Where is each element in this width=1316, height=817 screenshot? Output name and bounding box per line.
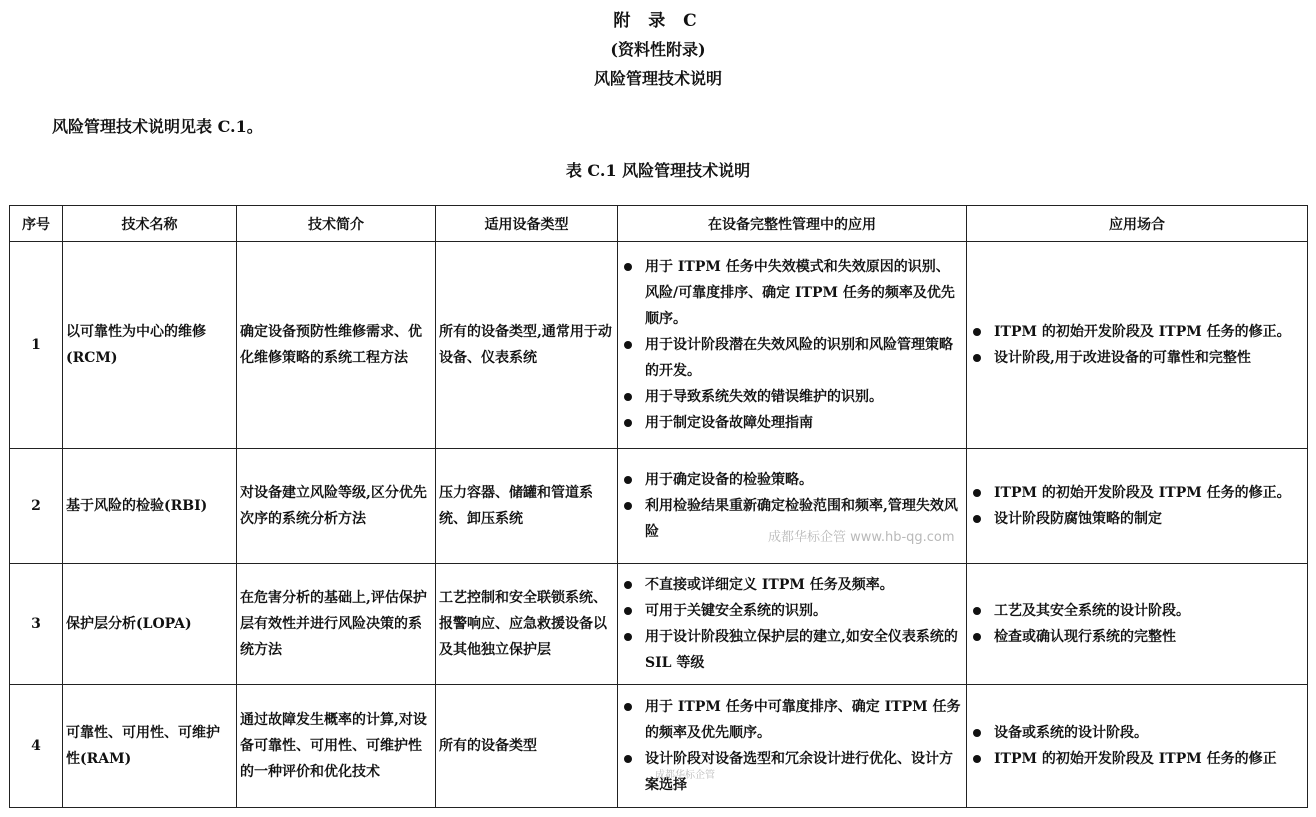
application-item: 用于设计阶段潜在失效风险的识别和风险管理策略的开发。 <box>621 332 963 384</box>
equipment-type: 工艺控制和安全联锁系统、报警响应、应急救援设备以及其他独立保护层 <box>436 564 618 685</box>
bullet-icon <box>973 515 981 523</box>
application-item: 不直接或详细定义 ITPM 任务及频率。 <box>621 572 963 598</box>
scenario-cell <box>967 242 1308 449</box>
table-row <box>10 685 1308 808</box>
application-item: 用于制定设备故障处理指南 <box>621 410 963 436</box>
application-cell <box>618 242 967 449</box>
table-header-row <box>10 206 1308 242</box>
bullet-icon <box>973 755 981 763</box>
scenario-item: 设计阶段,用于改进设备的可靠性和完整性 <box>970 345 1304 371</box>
equipment-type: 所有的设备类型,通常用于动设备、仪表系统 <box>436 242 618 449</box>
row-number: 3 <box>10 564 63 685</box>
technique-intro: 通过故障发生概率的计算,对设备可靠性、可用性、可维护性的一种评价和优化技术 <box>237 685 436 808</box>
application-cell <box>618 685 967 808</box>
bullet-icon <box>624 581 632 589</box>
header-intro: 技术简介 <box>237 206 436 242</box>
bullet-icon <box>624 755 632 763</box>
watermark: 成都华标企管 www.hb-qg.com <box>768 530 955 545</box>
application-item: 可用于关键安全系统的识别。 <box>621 598 963 624</box>
equipment-type: 压力容器、储罐和管道系统、卸压系统 <box>436 449 618 564</box>
risk-technique-table <box>9 205 1308 808</box>
annex-subject: 风险管理技术说明 <box>593 69 722 88</box>
bullet-icon <box>624 633 632 641</box>
annex-title: 附 录 C <box>613 11 703 31</box>
watermark: 成都华标企管 <box>655 770 715 781</box>
application-cell <box>618 449 967 564</box>
bullet-icon <box>624 393 632 401</box>
row-number: 2 <box>10 449 63 564</box>
technique-name: 保护层分析(LOPA) <box>63 564 237 685</box>
table-caption: 表 C.1 风险管理技术说明 <box>565 161 751 180</box>
application-item: 用于确定设备的检验策略。 <box>621 467 963 493</box>
technique-name: 以可靠性为中心的维修(RCM) <box>63 242 237 449</box>
header-equipment: 适用设备类型 <box>436 206 618 242</box>
scenario-item: ITPM 的初始开发阶段及 ITPM 任务的修正 <box>970 746 1304 772</box>
technique-intro: 对设备建立风险等级,区分优先次序的系统分析方法 <box>237 449 436 564</box>
annex-type: (资料性附录) <box>610 40 706 59</box>
application-cell <box>618 564 967 685</box>
bullet-icon <box>973 354 981 362</box>
application-item: 利用检验结果重新确定检验范围和频率,管理失效风险 <box>621 493 963 545</box>
technique-intro: 在危害分析的基础上,评估保护层有效性并进行风险决策的系统方法 <box>237 564 436 685</box>
scenario-cell <box>967 449 1308 564</box>
header-seq: 序号 <box>10 206 63 242</box>
header-scenario: 应用场合 <box>967 206 1308 242</box>
bullet-icon <box>624 502 632 510</box>
technique-name: 基于风险的检验(RBI) <box>63 449 237 564</box>
bullet-icon <box>624 263 632 271</box>
bullet-icon <box>624 341 632 349</box>
bullet-icon <box>624 607 632 615</box>
scenario-item: 设备或系统的设计阶段。 <box>970 720 1304 746</box>
scenario-cell <box>967 685 1308 808</box>
application-item: 用于导致系统失效的错误维护的识别。 <box>621 384 963 410</box>
scenario-cell <box>967 564 1308 685</box>
bullet-icon <box>973 328 981 336</box>
bullet-icon <box>973 607 981 615</box>
bullet-icon <box>973 729 981 737</box>
technique-intro: 确定设备预防性维修需求、优化维修策略的系统工程方法 <box>237 242 436 449</box>
scenario-item: 检查或确认现行系统的完整性 <box>970 624 1304 650</box>
technique-name: 可靠性、可用性、可维护性(RAM) <box>63 685 237 808</box>
application-item: 设计阶段对设备选型和冗余设计进行优化、设计方案选择 <box>621 746 963 798</box>
header-name: 技术名称 <box>63 206 237 242</box>
equipment-type: 所有的设备类型 <box>436 685 618 808</box>
scenario-item: 设计阶段防腐蚀策略的制定 <box>970 506 1304 532</box>
intro-text: 风险管理技术说明见表 C.1。 <box>52 117 263 136</box>
row-number: 4 <box>10 685 63 808</box>
table-row <box>10 564 1308 685</box>
bullet-icon <box>624 476 632 484</box>
table-row <box>10 449 1308 564</box>
scenario-item: 工艺及其安全系统的设计阶段。 <box>970 598 1304 624</box>
bullet-icon <box>973 489 981 497</box>
scenario-item: ITPM 的初始开发阶段及 ITPM 任务的修正。 <box>970 319 1304 345</box>
application-item: 用于 ITPM 任务中可靠度排序、确定 ITPM 任务的频率及优先顺序。 <box>621 694 963 746</box>
scenario-item: ITPM 的初始开发阶段及 ITPM 任务的修正。 <box>970 480 1304 506</box>
application-item: 用于设计阶段独立保护层的建立,如安全仪表系统的 SIL 等级 <box>621 624 963 676</box>
application-item: 用于 ITPM 任务中失效模式和失效原因的识别、风险/可靠度排序、确定 ITPM 任务的频率及优先顺序。 <box>621 254 963 332</box>
row-number: 1 <box>10 242 63 449</box>
bullet-icon <box>624 419 632 427</box>
bullet-icon <box>973 633 981 641</box>
bullet-icon <box>624 703 632 711</box>
table-row <box>10 242 1308 449</box>
header-application: 在设备完整性管理中的应用 <box>618 206 967 242</box>
